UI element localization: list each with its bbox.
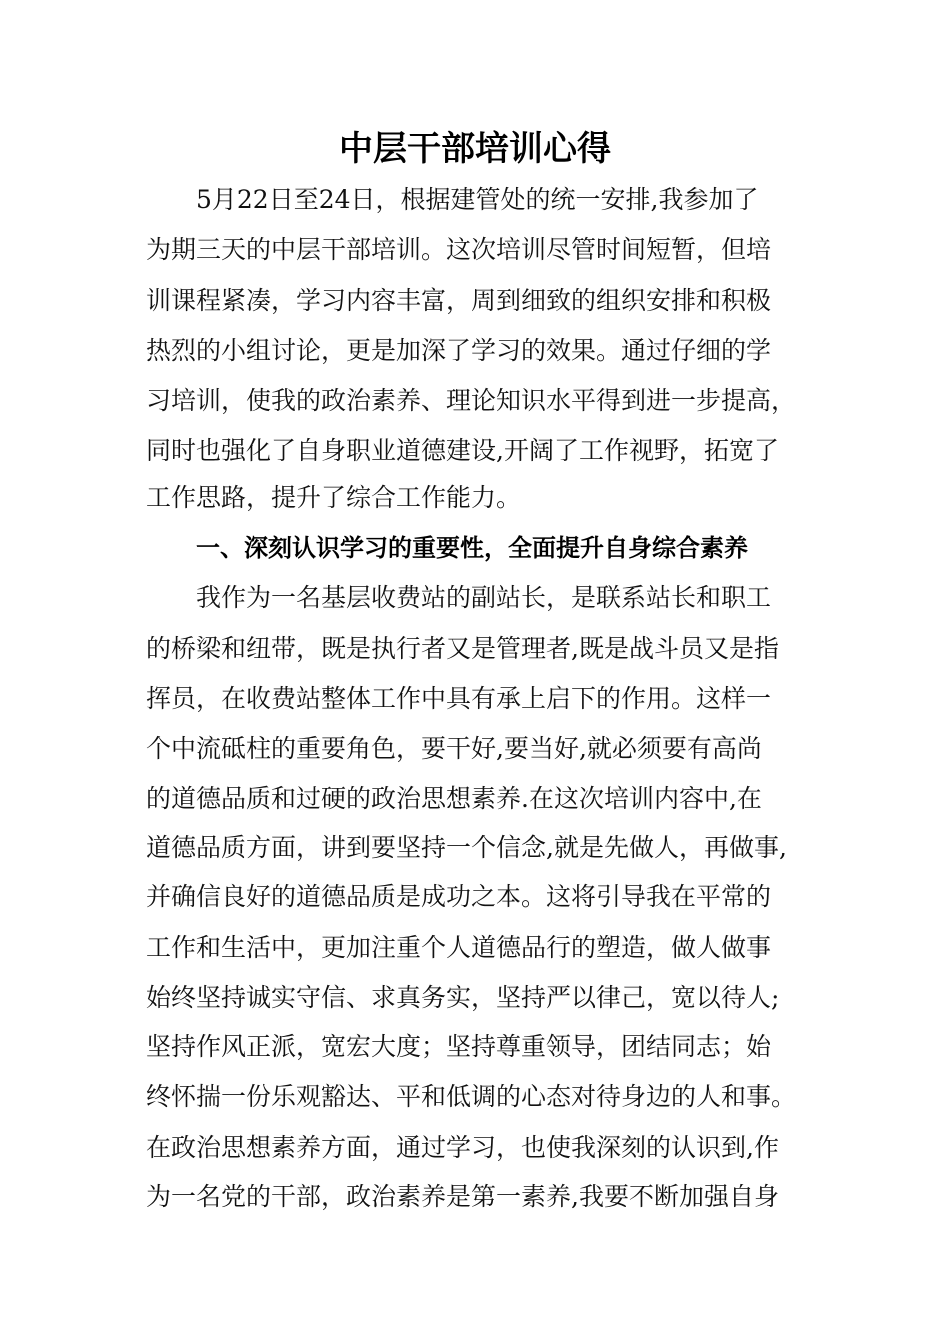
paragraph-line: 为期三天的中层干部培训。这次培训尽管时间短暂，但培	[146, 235, 772, 264]
paragraph-line: 工作思路，提升了综合工作能力。	[146, 483, 522, 512]
paragraph-line: 同时也强化了自身职业道德建设,开阔了工作视野，拓宽了	[146, 436, 779, 465]
paragraph-line: 终怀揣一份乐观豁达、平和低调的心态对待身边的人和事。	[146, 1082, 797, 1111]
paragraph-line: 习培训，使我的政治素养、理论知识水平得到进一步提高，	[146, 386, 797, 415]
paragraph-line: 在政治思想素养方面，通过学习，也使我深刻的认识到,作	[146, 1133, 779, 1162]
paragraph-line: 工作和生活中，更加注重个人道德品行的塑造，做人做事	[146, 933, 772, 962]
paragraph-line: 5月22日至24日，根据建管处的统一安排,我参加了	[196, 185, 759, 214]
section-heading: 一、深刻认识学习的重要性，全面提升自身综合素养	[196, 534, 748, 562]
paragraph-line: 个中流砥柱的重要角色，要干好,要当好,就必须要有高尚	[146, 734, 762, 763]
paragraph-line: 热烈的小组讨论，更是加深了学习的效果。通过仔细的学	[146, 336, 772, 365]
paragraph-line: 始终坚持诚实守信、求真务实，坚持严以律己，宽以待人;	[146, 983, 780, 1012]
paragraph-line: 道德品质方面，讲到要坚持一个信念,就是先做人，再做事,	[146, 833, 787, 862]
paragraph-line: 为一名党的干部，政治素养是第一素养,我要不断加强自身	[146, 1182, 779, 1211]
paragraph-line: 并确信良好的道德品质是成功之本。这将引导我在平常的	[146, 882, 772, 911]
paragraph-line: 训课程紧凑，学习内容丰富，周到细致的组织安排和积极	[146, 286, 772, 315]
paragraph-line: 挥员，在收费站整体工作中具有承上启下的作用。这样一	[146, 684, 772, 713]
paragraph-line: 我作为一名基层收费站的副站长，是联系站长和职工	[196, 583, 772, 612]
document-title: 中层干部培训心得	[339, 129, 611, 169]
paragraph-line: 的桥梁和纽带，既是执行者又是管理者,既是战斗员又是指	[146, 634, 779, 663]
paragraph-line: 的道德品质和过硬的政治思想素养.在这次培训内容中,在	[146, 784, 762, 813]
paragraph-line: 坚持作风正派，宽宏大度；坚持尊重领导，团结同志；始	[146, 1032, 772, 1061]
